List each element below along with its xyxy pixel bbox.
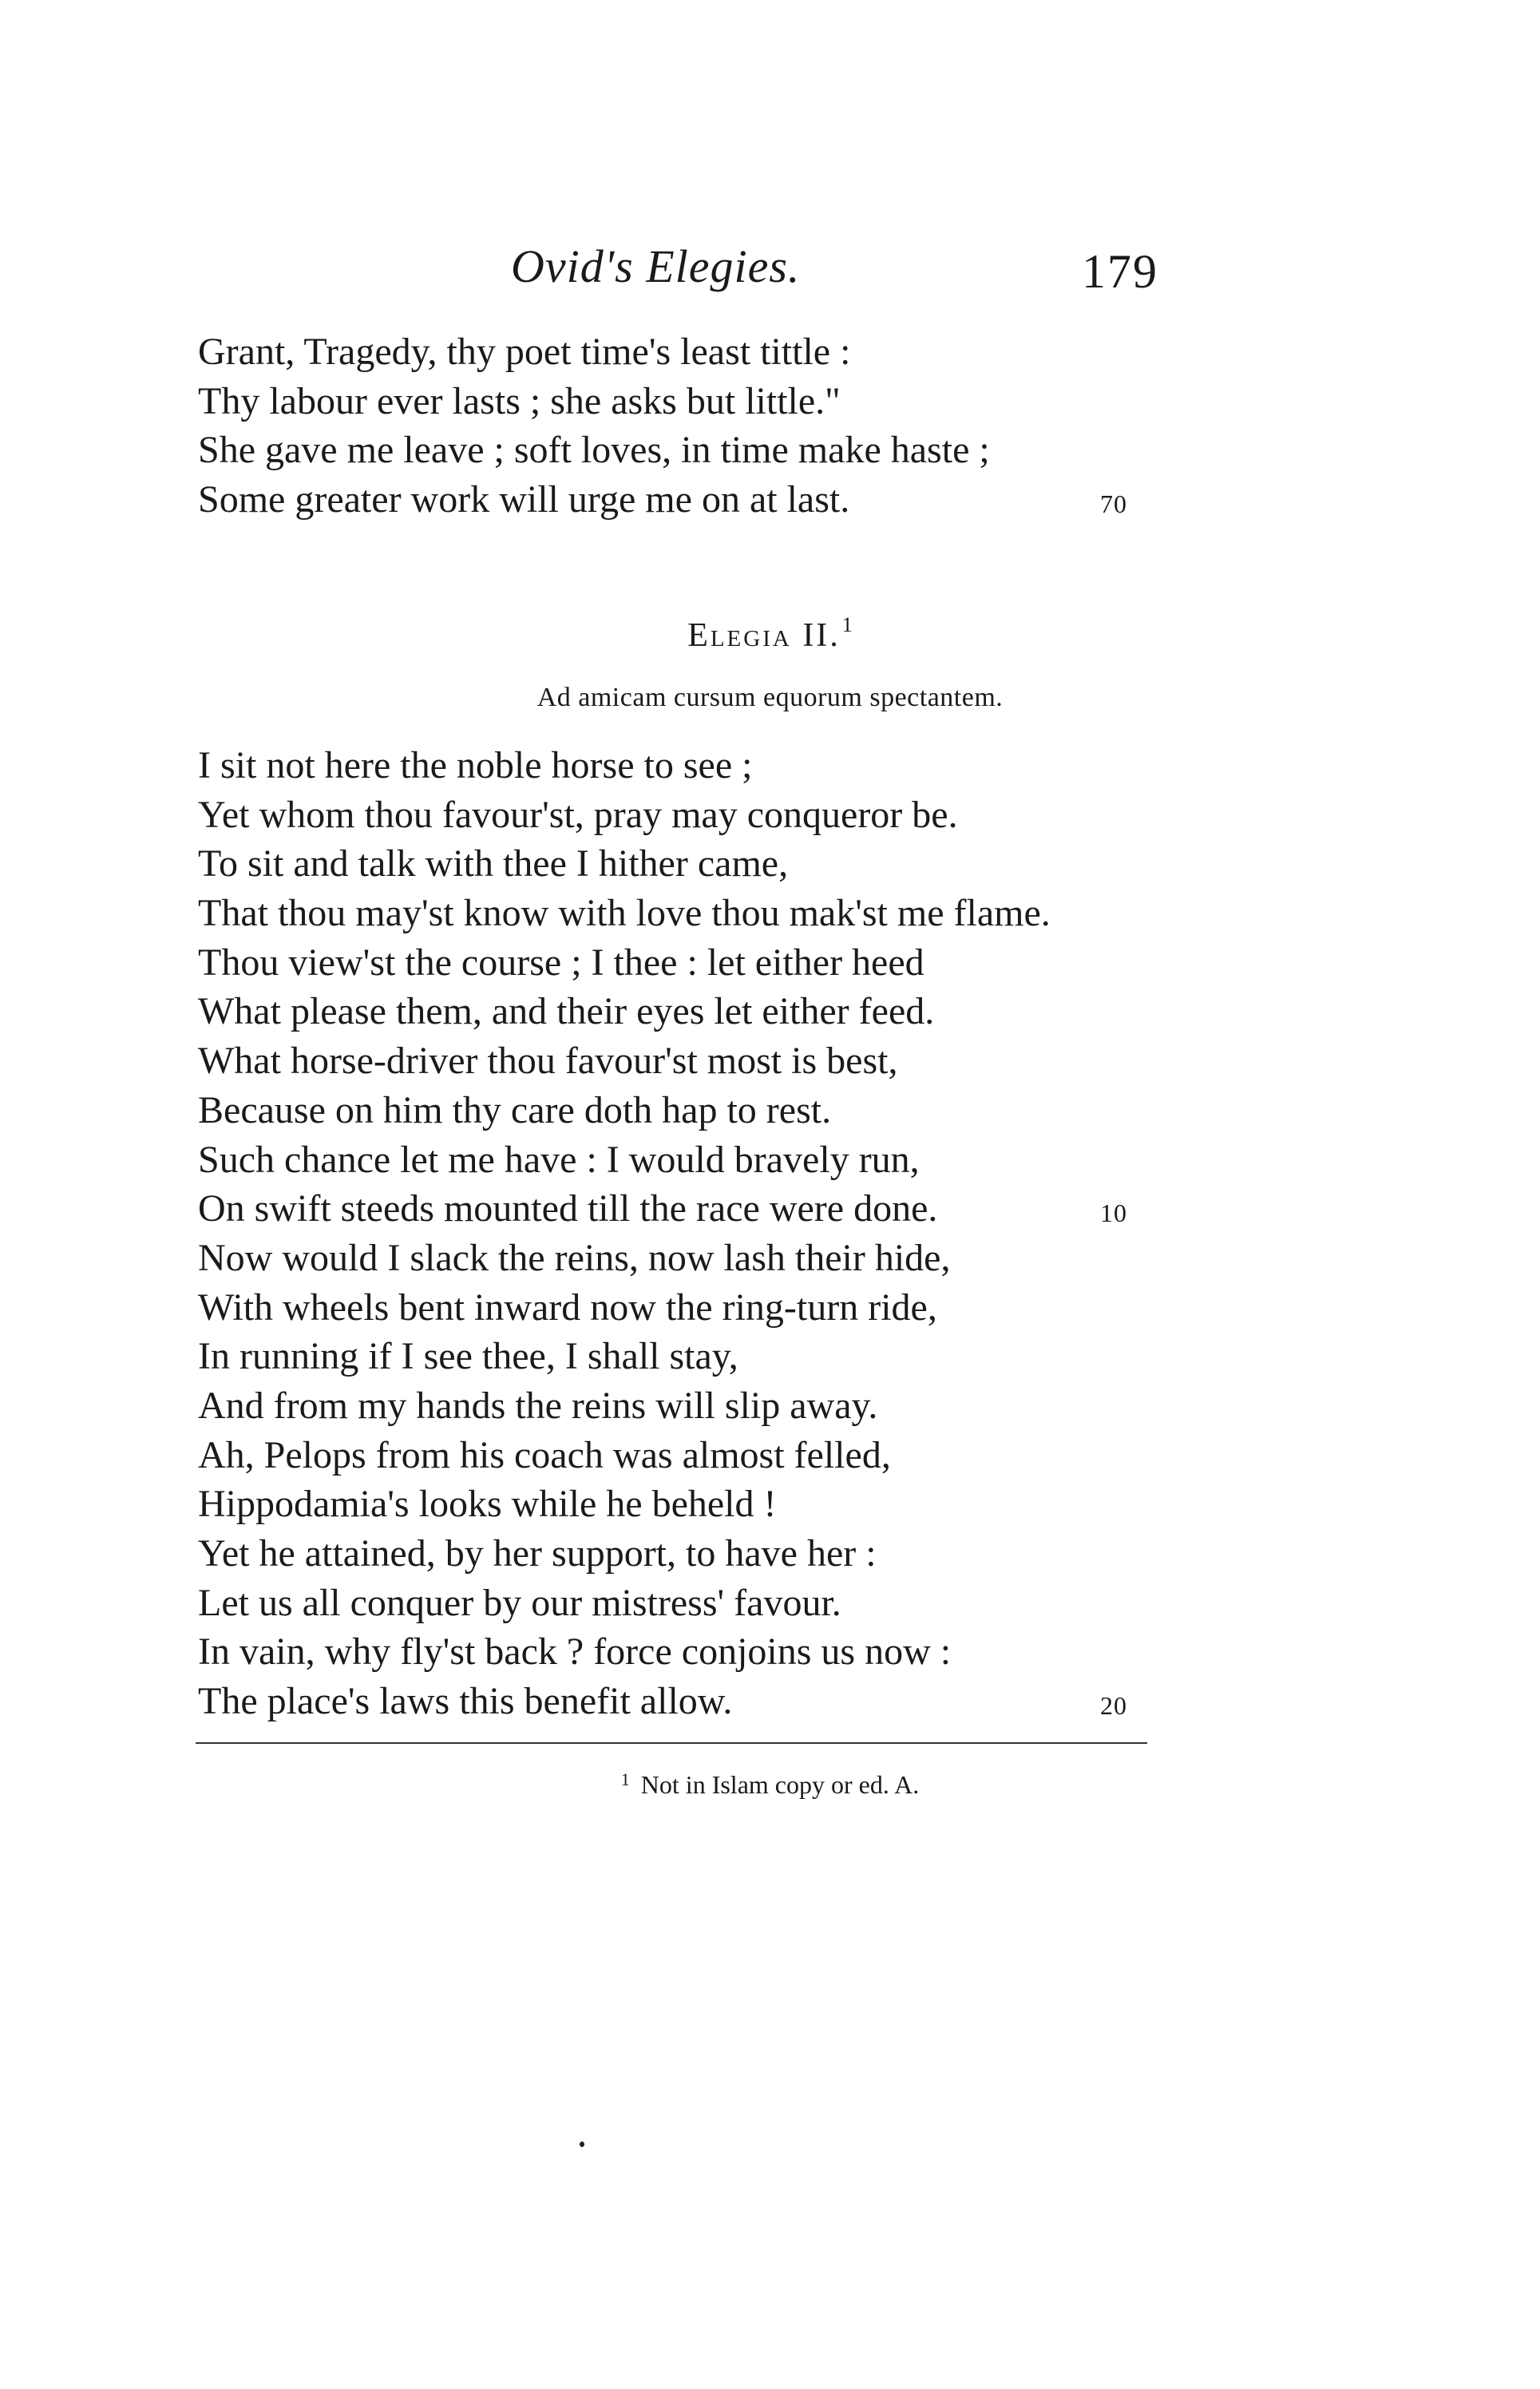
verse-line-text: Yet whom thou favour'st, pray may conqueror be.: [198, 793, 958, 836]
verse-line: [198, 1431, 1236, 1480]
verse-stanza-1: [198, 327, 1236, 525]
footnote-marker: 1: [620, 1769, 630, 1789]
verse-line-text: What horse-driver thou favour'st most is best,: [198, 1040, 898, 1083]
page-header: [0, 240, 1540, 303]
verse-line: [198, 1135, 1236, 1185]
verse-line-text: Thou view'st the course ; I thee : let either heed: [198, 941, 924, 984]
verse-line-text: In running if I see thee, I shall stay,: [198, 1335, 738, 1378]
verse-line-text: Yet he attained, by her support, to have her :: [198, 1532, 877, 1575]
verse-line: [198, 1036, 1236, 1086]
verse-line: [198, 839, 1236, 889]
verse-line-text: With wheels bent inward now the ring-turn ride,: [198, 1286, 937, 1329]
verse-line: [198, 790, 1236, 840]
verse-line: [198, 987, 1236, 1036]
verse-line-text: What please them, and their eyes let either feed.: [198, 990, 935, 1033]
verse-line-text: And from my hands the reins will slip away.: [198, 1384, 878, 1427]
verse-line: [198, 741, 1236, 790]
verse-stanza-2: [198, 741, 1236, 1726]
running-title: Ovid's Elegies.: [511, 240, 801, 292]
verse-line-text: That thou may'st know with love thou mak'st me flame.: [198, 892, 1051, 935]
section-heading: [0, 613, 1540, 655]
verse-line-text: She gave me leave ; soft loves, in time make haste ;: [198, 429, 990, 472]
verse-line-text: Such chance let me have : I would bravely run,: [198, 1138, 920, 1181]
verse-line: [198, 1627, 1236, 1677]
verse-line: [198, 889, 1236, 938]
verse-line-text: Grant, Tragedy, thy poet time's least tittle :: [198, 331, 851, 373]
verse-line-text: I sit not here the noble horse to see ;: [198, 744, 753, 786]
verse-line: [198, 377, 1236, 426]
verse-line: [198, 1086, 1236, 1135]
verse-line-text: Some greater work will urge me on at last.: [198, 478, 850, 521]
verse-line: [198, 475, 1236, 525]
verse-line: [198, 1283, 1236, 1333]
verse-line-text: Ah, Pelops from his coach was almost felled,: [198, 1433, 891, 1476]
verse-line: [198, 1332, 1236, 1381]
verse-line-text: Thy labour ever lasts ; she asks but little.": [198, 379, 841, 422]
verse-line: [198, 1381, 1236, 1431]
verse-line: [198, 426, 1236, 475]
verse-line-text: Now would I slack the reins, now lash their hide,: [198, 1236, 951, 1279]
verse-line: [198, 1579, 1236, 1628]
verse-line-text: Hippodamia's looks while he beheld !: [198, 1483, 777, 1526]
verse-line: [198, 938, 1236, 988]
verse-line: [198, 1480, 1236, 1529]
line-number: 70: [1100, 489, 1127, 519]
footnote: [0, 1769, 1540, 1800]
verse-line: [198, 1184, 1236, 1234]
section-subtitle: Ad amicam cursum equorum spectantem.: [536, 683, 1004, 712]
verse-line-text: In vain, why fly'st back ? force conjoins us now :: [198, 1630, 952, 1674]
footnote-text: Not in Islam copy or ed. A.: [640, 1770, 920, 1799]
verse-line-text: The place's laws this benefit allow.: [198, 1680, 733, 1723]
section-heading-text: Elegia II.: [687, 617, 841, 654]
verse-line-text: Because on him thy care doth hap to rest.: [198, 1088, 832, 1131]
ink-speck: [580, 2141, 584, 2147]
verse-line: [198, 1529, 1236, 1579]
page-number: 179: [1082, 245, 1158, 298]
footnote-reference: 1: [841, 613, 853, 636]
verse-line: [198, 1234, 1236, 1283]
verse-line-text: On swift steeds mounted till the race were done.: [198, 1187, 938, 1230]
verse-line-text: To sit and talk with thee I hither came,: [198, 842, 789, 885]
line-number: 10: [1100, 1198, 1127, 1228]
verse-line: [198, 1677, 1236, 1726]
verse-line: [198, 327, 1236, 377]
line-number: 20: [1100, 1691, 1127, 1721]
verse-line-text: Let us all conquer by our mistress' favour.: [198, 1581, 841, 1624]
footnote-rule: [196, 1742, 1147, 1744]
